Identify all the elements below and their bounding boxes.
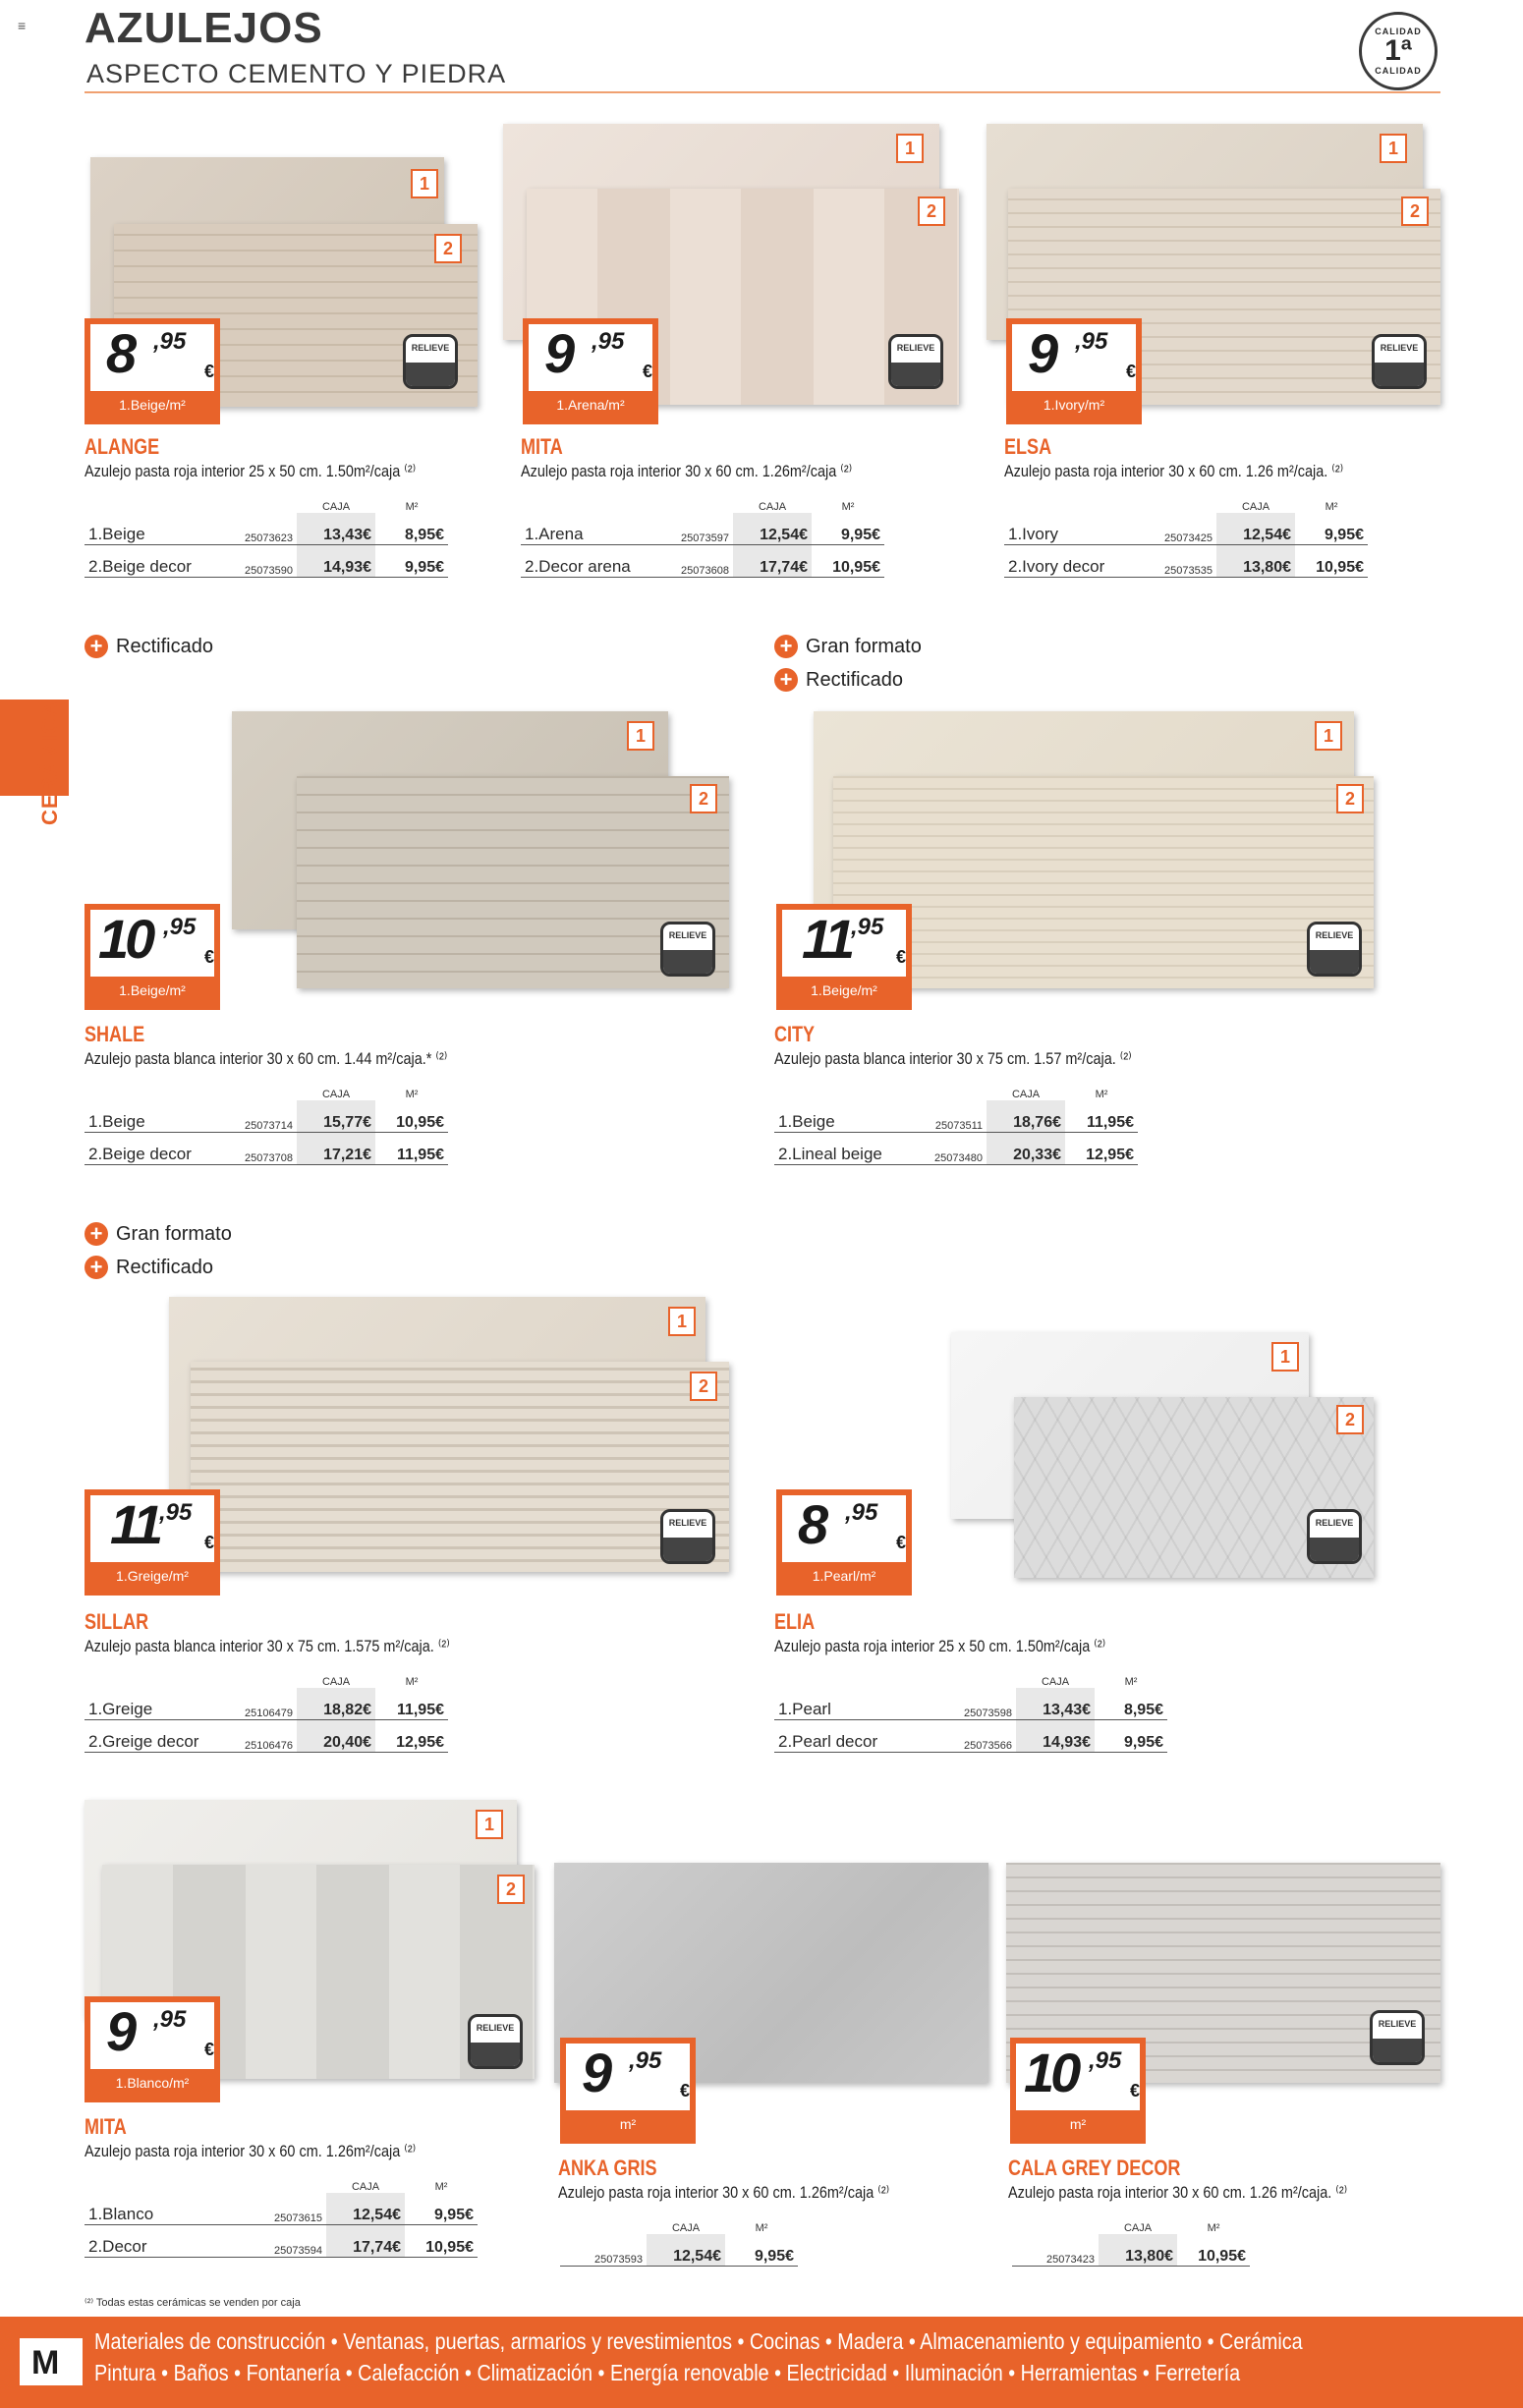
price-currency: € bbox=[203, 2040, 214, 2059]
variant-name: 2.Ivory decor bbox=[1004, 545, 1130, 578]
price-tag bbox=[776, 904, 912, 1010]
header-divider bbox=[85, 91, 1440, 93]
plus-icon: + bbox=[774, 668, 798, 692]
quality-seal bbox=[1359, 12, 1438, 90]
price-currency: € bbox=[203, 947, 214, 967]
price-tag bbox=[1006, 318, 1142, 424]
tile-number-2: 2 bbox=[918, 196, 945, 226]
variant-code: 25073708 bbox=[210, 1133, 297, 1165]
variant-name: 1.Beige bbox=[85, 513, 210, 545]
col-header-caja: CAJA bbox=[321, 501, 351, 513]
price-currency: € bbox=[1129, 2081, 1140, 2100]
price-currency: € bbox=[1125, 362, 1136, 381]
price-unit: m² bbox=[1069, 2116, 1087, 2132]
relieve-badge bbox=[403, 334, 458, 389]
price-table bbox=[1012, 2216, 1250, 2267]
col-header-m2: M² bbox=[1124, 1676, 1138, 1688]
variant-name: 1.Greige bbox=[85, 1688, 210, 1720]
variant-code: 25073593 bbox=[560, 2234, 647, 2267]
col-header-caja: CAJA bbox=[321, 1089, 351, 1100]
table-row bbox=[1012, 2234, 1250, 2267]
footer-categories-line-2: Pintura • Baños • Fontanería • Calefacción • Climatización • Energía renovable • Electricidad • Iluminación • Herramientas • Ferretería bbox=[94, 2360, 1241, 2385]
price-currency: € bbox=[679, 2081, 690, 2100]
tile-image-2 bbox=[833, 776, 1374, 988]
variant-name: 2.Pearl decor bbox=[774, 1720, 930, 1753]
feature-rectificado bbox=[85, 1256, 213, 1279]
price-per-m2: 9,95€ bbox=[812, 513, 884, 545]
price-per-m2: 12,95€ bbox=[375, 1720, 448, 1753]
relieve-label: RELIEVE bbox=[1315, 1518, 1354, 1528]
price-per-m2: 9,95€ bbox=[405, 2193, 478, 2225]
tile-number-1: 1 bbox=[1380, 134, 1407, 163]
price-per-box: 20,33€ bbox=[987, 1133, 1065, 1165]
price-table bbox=[85, 1670, 448, 1753]
price-integer: 9 bbox=[544, 322, 572, 384]
price-tag bbox=[85, 904, 220, 1010]
price-tag bbox=[1010, 2038, 1146, 2144]
product-name: CALA GREY DECOR bbox=[1008, 2156, 1181, 2180]
tile-number-1: 1 bbox=[668, 1307, 696, 1336]
relieve-label: RELIEVE bbox=[896, 343, 935, 353]
variant-name: 1.Beige bbox=[774, 1100, 900, 1133]
variant-name: 1.Pearl bbox=[774, 1688, 930, 1720]
variant-code: 25073608 bbox=[647, 545, 733, 578]
relieve-label: RELIEVE bbox=[1378, 2019, 1417, 2029]
price-table bbox=[85, 2175, 478, 2258]
col-header-caja: CAJA bbox=[1241, 501, 1270, 513]
price-tag bbox=[523, 318, 658, 424]
price-per-m2: 10,95€ bbox=[405, 2225, 478, 2258]
table-row bbox=[560, 2234, 798, 2267]
plus-icon: + bbox=[85, 635, 108, 658]
price-tag bbox=[85, 1996, 220, 2102]
price-per-box: 12,54€ bbox=[326, 2193, 405, 2225]
table-row bbox=[521, 513, 884, 545]
tile-image-2 bbox=[191, 1362, 729, 1572]
price-per-m2: 12,95€ bbox=[1065, 1133, 1138, 1165]
price-per-m2: 8,95€ bbox=[1095, 1688, 1167, 1720]
tile-number-1: 1 bbox=[1271, 1342, 1299, 1372]
price-integer: 8 bbox=[106, 322, 134, 384]
feature-label: Rectificado bbox=[806, 668, 903, 691]
col-header-caja: CAJA bbox=[1011, 1089, 1041, 1100]
col-header-m2: M² bbox=[405, 1089, 419, 1100]
col-header-m2: M² bbox=[1095, 1089, 1108, 1100]
price-currency: € bbox=[642, 362, 652, 381]
relieve-label: RELIEVE bbox=[668, 930, 707, 940]
table-row bbox=[85, 1133, 448, 1165]
tile-number-1: 1 bbox=[476, 1810, 503, 1839]
tile-number-1: 1 bbox=[627, 721, 654, 751]
col-header-m2: M² bbox=[434, 2181, 448, 2193]
feature-gran-formato bbox=[774, 635, 922, 658]
feature-rectificado bbox=[774, 668, 903, 692]
product-description: Azulejo pasta roja interior 30 x 60 cm. 1.26m²/caja ⁽²⁾ bbox=[521, 462, 853, 480]
relieve-badge bbox=[660, 1509, 715, 1564]
col-header-m2: M² bbox=[1207, 2222, 1220, 2234]
price-unit: 1.Greige/m² bbox=[116, 1568, 189, 1584]
variant-code: 25073535 bbox=[1130, 545, 1216, 578]
price-tag bbox=[85, 318, 220, 424]
price-per-box: 17,74€ bbox=[733, 545, 812, 578]
price-integer: 8 bbox=[798, 1493, 825, 1555]
product-description: Azulejo pasta roja interior 25 x 50 cm. 1.50m²/caja ⁽²⁾ bbox=[85, 462, 417, 480]
price-table bbox=[560, 2216, 798, 2267]
variant-code: 25073615 bbox=[240, 2193, 326, 2225]
variant-code: 25073480 bbox=[900, 1133, 987, 1165]
relieve-badge bbox=[468, 2014, 523, 2069]
product-description: Azulejo pasta roja interior 30 x 60 cm. 1.26 m²/caja. ⁽²⁾ bbox=[1004, 462, 1344, 480]
price-table bbox=[1004, 495, 1368, 578]
price-currency: € bbox=[895, 1533, 906, 1552]
price-decimal: ,95 bbox=[153, 328, 187, 355]
table-row bbox=[85, 1720, 448, 1753]
product-name: MITA bbox=[85, 2114, 127, 2139]
tile-number-2: 2 bbox=[434, 234, 462, 263]
price-unit: 1.Beige/m² bbox=[119, 397, 186, 413]
price-per-m2: 11,95€ bbox=[1065, 1100, 1138, 1133]
price-per-m2: 10,95€ bbox=[375, 1100, 448, 1133]
price-per-m2: 11,95€ bbox=[375, 1688, 448, 1720]
product-name: SHALE bbox=[85, 1022, 145, 1046]
price-currency: € bbox=[203, 362, 214, 381]
price-per-m2: 9,95€ bbox=[1295, 513, 1368, 545]
variant-name: 2.Greige decor bbox=[85, 1720, 210, 1753]
brand-logo bbox=[20, 2338, 83, 2385]
price-per-box: 17,21€ bbox=[297, 1133, 375, 1165]
product-description: Azulejo pasta blanca interior 30 x 75 cm. 1.57 m²/caja. ⁽²⁾ bbox=[774, 1049, 1132, 1068]
price-integer: 10 bbox=[1024, 2042, 1078, 2103]
product-description: Azulejo pasta roja interior 25 x 50 cm. 1.50m²/caja ⁽²⁾ bbox=[774, 1637, 1106, 1655]
price-per-box: 13,80€ bbox=[1099, 2234, 1177, 2267]
price-tag bbox=[85, 1489, 220, 1596]
footnote: ⁽²⁾ Todas estas cerámicas se venden por caja bbox=[85, 2297, 301, 2309]
price-tag bbox=[776, 1489, 912, 1596]
relieve-label: RELIEVE bbox=[476, 2023, 515, 2033]
feature-label: Gran formato bbox=[806, 635, 922, 657]
product-name: CITY bbox=[774, 1022, 816, 1046]
col-header-caja: CAJA bbox=[1123, 2222, 1153, 2234]
feature-label: Rectificado bbox=[116, 1256, 213, 1278]
page-title: AZULEJOS bbox=[85, 4, 323, 52]
feature-label: Gran formato bbox=[116, 1222, 232, 1245]
table-row bbox=[774, 1688, 1167, 1720]
col-header-caja: CAJA bbox=[758, 501, 787, 513]
table-row bbox=[774, 1133, 1138, 1165]
plus-icon: + bbox=[774, 635, 798, 658]
price-integer: 11 bbox=[802, 908, 852, 970]
col-header-m2: M² bbox=[755, 2222, 768, 2234]
price-per-m2: 9,95€ bbox=[725, 2234, 798, 2267]
price-per-box: 12,54€ bbox=[647, 2234, 725, 2267]
variant-code: 25073590 bbox=[210, 545, 297, 578]
variant-code: 25073566 bbox=[930, 1720, 1016, 1753]
product-description: Azulejo pasta blanca interior 30 x 60 cm. 1.44 m²/caja.* ⁽²⁾ bbox=[85, 1049, 448, 1068]
relieve-badge bbox=[1307, 922, 1362, 977]
footer-bar bbox=[0, 2317, 1523, 2408]
product-name: ALANGE bbox=[85, 434, 160, 459]
relieve-label: RELIEVE bbox=[411, 343, 450, 353]
seal-bottom-text: CALIDAD bbox=[1375, 66, 1422, 76]
price-per-box: 18,76€ bbox=[987, 1100, 1065, 1133]
variant-code: 25073598 bbox=[930, 1688, 1016, 1720]
seal-top-text: CALIDAD bbox=[1375, 27, 1422, 36]
price-decimal: ,95 bbox=[592, 328, 625, 355]
price-unit: 1.Ivory/m² bbox=[1043, 397, 1105, 413]
table-row bbox=[85, 545, 448, 578]
product-name: ANKA GRIS bbox=[558, 2156, 657, 2180]
tile-number-2: 2 bbox=[690, 1372, 717, 1401]
price-decimal: ,95 bbox=[629, 2047, 662, 2074]
price-per-box: 17,74€ bbox=[326, 2225, 405, 2258]
price-per-m2: 8,95€ bbox=[375, 513, 448, 545]
price-per-box: 12,54€ bbox=[1216, 513, 1295, 545]
price-per-box: 13,43€ bbox=[1016, 1688, 1095, 1720]
variant-name: 1.Beige bbox=[85, 1100, 210, 1133]
feature-gran-formato bbox=[85, 1222, 232, 1246]
price-per-m2: 9,95€ bbox=[1095, 1720, 1167, 1753]
variant-name: 1.Ivory bbox=[1004, 513, 1130, 545]
price-decimal: ,95 bbox=[845, 1499, 878, 1526]
relieve-label: RELIEVE bbox=[1380, 343, 1419, 353]
price-currency: € bbox=[895, 947, 906, 967]
price-unit: 1.Beige/m² bbox=[119, 982, 186, 998]
price-per-box: 20,40€ bbox=[297, 1720, 375, 1753]
table-row bbox=[85, 1688, 448, 1720]
tile-number-1: 1 bbox=[896, 134, 924, 163]
price-table bbox=[774, 1670, 1167, 1753]
price-per-box: 13,43€ bbox=[297, 513, 375, 545]
price-integer: 10 bbox=[98, 908, 152, 970]
tile-number-2: 2 bbox=[1336, 1405, 1364, 1434]
price-per-m2: 10,95€ bbox=[812, 545, 884, 578]
price-unit: 1.Beige/m² bbox=[811, 982, 877, 998]
price-decimal: ,95 bbox=[1075, 328, 1108, 355]
variant-code: 25073714 bbox=[210, 1100, 297, 1133]
table-row bbox=[774, 1100, 1138, 1133]
table-row bbox=[774, 1720, 1167, 1753]
table-row bbox=[85, 513, 448, 545]
variant-name: 1.Arena bbox=[521, 513, 647, 545]
variant-code: 25073423 bbox=[1012, 2234, 1099, 2267]
col-header-caja: CAJA bbox=[671, 2222, 701, 2234]
tile-number-2: 2 bbox=[1401, 196, 1429, 226]
product-description: Azulejo pasta blanca interior 30 x 75 cm. 1.575 m²/caja. ⁽²⁾ bbox=[85, 1637, 450, 1655]
relieve-label: RELIEVE bbox=[1315, 930, 1354, 940]
plus-icon: + bbox=[85, 1222, 108, 1246]
variant-name: 2.Decor bbox=[85, 2225, 240, 2258]
price-decimal: ,95 bbox=[1089, 2047, 1122, 2074]
price-integer: 11 bbox=[110, 1493, 160, 1555]
seal-number: 1ª bbox=[1384, 34, 1412, 67]
product-name: ELSA bbox=[1004, 434, 1052, 459]
price-per-box: 18,82€ bbox=[297, 1688, 375, 1720]
col-header-caja: CAJA bbox=[1041, 1676, 1070, 1688]
price-decimal: ,95 bbox=[153, 2006, 187, 2033]
feature-rectificado bbox=[85, 635, 213, 658]
product-name: ELIA bbox=[774, 1609, 816, 1634]
price-integer: 9 bbox=[582, 2042, 609, 2103]
variant-code: 25073623 bbox=[210, 513, 297, 545]
variant-name: 2.Decor arena bbox=[521, 545, 647, 578]
tile-number-1: 1 bbox=[1315, 721, 1342, 751]
col-header-m2: M² bbox=[405, 1676, 419, 1688]
variant-name: 2.Lineal beige bbox=[774, 1133, 900, 1165]
product-description: Azulejo pasta roja interior 30 x 60 cm. 1.26m²/caja ⁽²⁾ bbox=[85, 2142, 417, 2160]
variant-name: 1.Blanco bbox=[85, 2193, 240, 2225]
product-description: Azulejo pasta roja interior 30 x 60 cm. 1.26 m²/caja. ⁽²⁾ bbox=[1008, 2183, 1348, 2202]
price-tag bbox=[560, 2038, 696, 2144]
variant-name: 2.Beige decor bbox=[85, 1133, 210, 1165]
table-row bbox=[85, 2225, 478, 2258]
corner-mark: ≡ bbox=[18, 18, 27, 33]
feature-label: Rectificado bbox=[116, 635, 213, 657]
variant-code: 25073511 bbox=[900, 1100, 987, 1133]
relieve-label: RELIEVE bbox=[668, 1518, 707, 1528]
price-table bbox=[85, 1083, 448, 1165]
price-per-m2: 10,95€ bbox=[1295, 545, 1368, 578]
variant-code: 25106479 bbox=[210, 1688, 297, 1720]
col-header-m2: M² bbox=[841, 501, 855, 513]
relieve-badge bbox=[1307, 1509, 1362, 1564]
price-per-box: 14,93€ bbox=[1016, 1720, 1095, 1753]
relieve-badge bbox=[1370, 2010, 1425, 2065]
variant-code: 25106476 bbox=[210, 1720, 297, 1753]
price-table bbox=[85, 495, 448, 578]
col-header-caja: CAJA bbox=[321, 1676, 351, 1688]
price-per-m2: 10,95€ bbox=[1177, 2234, 1250, 2267]
tile-number-2: 2 bbox=[497, 1875, 525, 1904]
product-name: MITA bbox=[521, 434, 563, 459]
variant-code: 25073425 bbox=[1130, 513, 1216, 545]
price-unit: 1.Blanco/m² bbox=[115, 2075, 190, 2091]
price-per-box: 15,77€ bbox=[297, 1100, 375, 1133]
price-unit: 1.Arena/m² bbox=[556, 397, 625, 413]
price-currency: € bbox=[203, 1533, 214, 1552]
plus-icon: + bbox=[85, 1256, 108, 1279]
tile-number-2: 2 bbox=[1336, 784, 1364, 813]
price-table bbox=[521, 495, 884, 578]
col-header-m2: M² bbox=[1325, 501, 1338, 513]
variant-name: 2.Beige decor bbox=[85, 545, 210, 578]
variant-code: 25073594 bbox=[240, 2225, 326, 2258]
tile-number-2: 2 bbox=[690, 784, 717, 813]
price-integer: 9 bbox=[1028, 322, 1055, 384]
col-header-m2: M² bbox=[405, 501, 419, 513]
tile-number-1: 1 bbox=[411, 169, 438, 198]
price-decimal: ,95 bbox=[851, 914, 884, 940]
logo-letter: M bbox=[31, 2344, 60, 2381]
relieve-badge bbox=[888, 334, 943, 389]
table-row bbox=[1004, 545, 1368, 578]
table-row bbox=[1004, 513, 1368, 545]
product-name: SILLAR bbox=[85, 1609, 149, 1634]
price-table bbox=[774, 1083, 1138, 1165]
variant-code: 25073597 bbox=[647, 513, 733, 545]
price-decimal: ,95 bbox=[163, 914, 197, 940]
price-per-m2: 11,95€ bbox=[375, 1133, 448, 1165]
table-row bbox=[85, 1100, 448, 1133]
page-subtitle: ASPECTO CEMENTO Y PIEDRA bbox=[86, 59, 507, 88]
product-description: Azulejo pasta roja interior 30 x 60 cm. 1.26m²/caja ⁽²⁾ bbox=[558, 2183, 890, 2202]
price-per-box: 13,80€ bbox=[1216, 545, 1295, 578]
table-row bbox=[521, 545, 884, 578]
relieve-badge bbox=[1372, 334, 1427, 389]
relieve-badge bbox=[660, 922, 715, 977]
price-decimal: ,95 bbox=[159, 1499, 193, 1526]
col-header-caja: CAJA bbox=[351, 2181, 380, 2193]
price-per-m2: 9,95€ bbox=[375, 545, 448, 578]
section-label: CERÁMICA bbox=[37, 700, 62, 825]
price-unit: m² bbox=[619, 2116, 637, 2132]
price-integer: 9 bbox=[106, 2000, 134, 2062]
price-per-box: 14,93€ bbox=[297, 545, 375, 578]
footer-categories-line-1: Materiales de construcción • Ventanas, puertas, armarios y revestimientos • Cocinas • Madera • Almacenamiento y equipamiento • Cerámica bbox=[94, 2328, 1303, 2354]
price-unit: 1.Pearl/m² bbox=[812, 1568, 876, 1584]
table-row bbox=[85, 2193, 478, 2225]
price-per-box: 12,54€ bbox=[733, 513, 812, 545]
